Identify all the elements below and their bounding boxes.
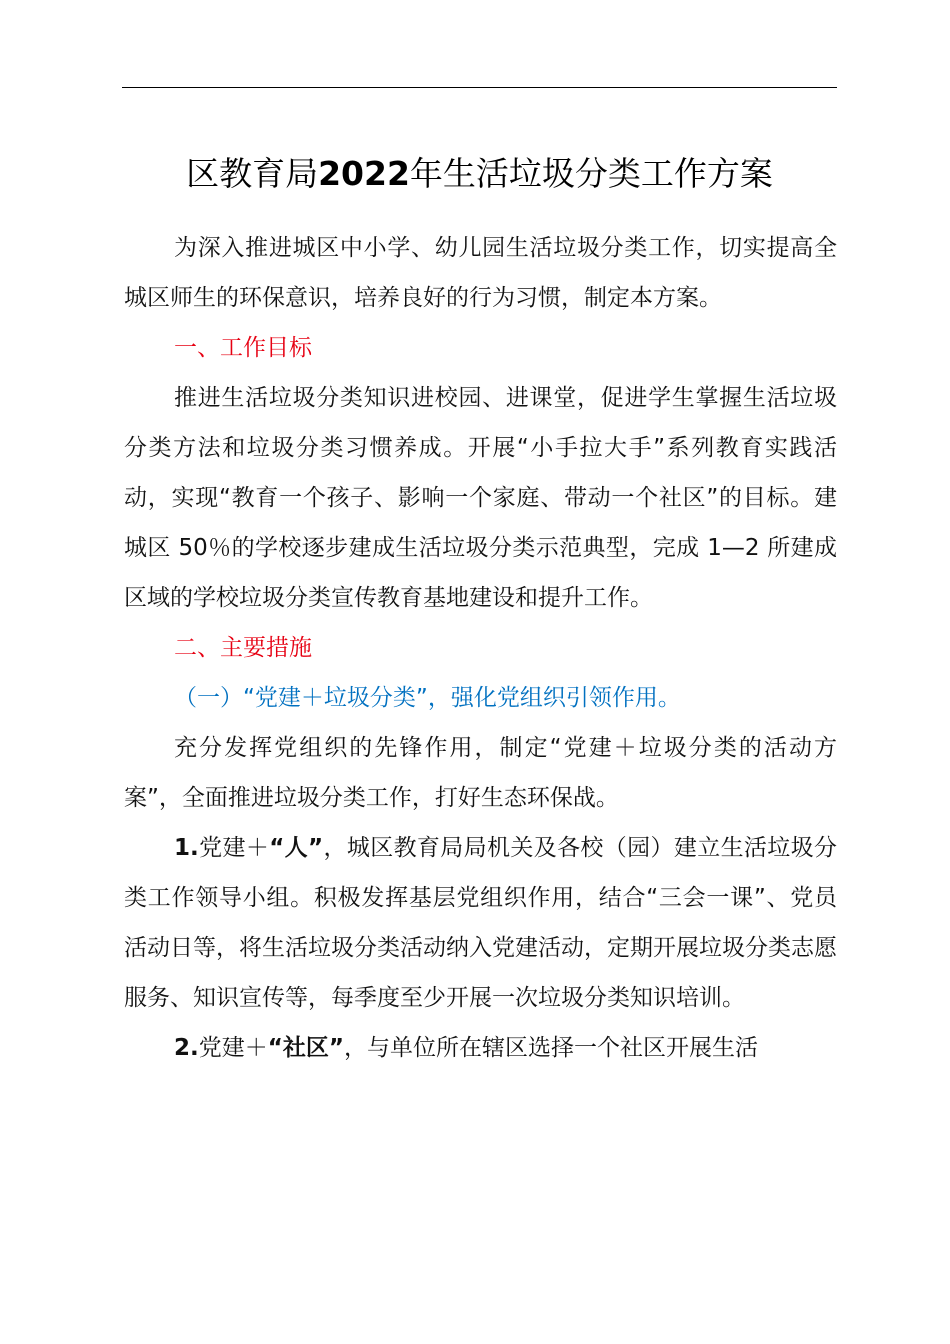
item-1-text: ，城区教育局局机关及各校（园）建立生活垃圾分类工作领导小组。积极发挥基层党组织作用，结合“三会一课”、党员活动日等，将生活垃圾分类活动纳入党建活动，定期开展垃圾分类志愿服务、知识宣传等，每季度至少开展一次垃圾分类知识培训。 — [124, 835, 838, 1011]
item-1-keyword: “人” — [269, 835, 324, 861]
subsection-heading-party-building: （一）“党建＋垃圾分类”，强化党组织引领作用。 — [174, 685, 681, 711]
goals-paragraph: 推进生活垃圾分类知识进校园、进课堂，促进学生掌握生活垃圾分类方法和垃圾分类习惯养成。开展“小手拉大手”系列教育实践活动，实现“教育一个孩子、影响一个家庭、带动一个社区”的目标。建城区 50％的学校逐步建成生活垃圾分类示范典型，完成 1—2 所建成区域的学校垃圾分类宣传教育基地建设和提升工作。 — [124, 385, 837, 611]
party-building-paragraph: 充分发挥党组织的先锋作用，制定“党建＋垃圾分类的活动方案”，全面推进垃圾分类工作，打好生态环保战。 — [124, 735, 837, 811]
item-2-paragraph — [124, 1023, 837, 1073]
item-1-prefix: 党建＋ — [198, 835, 270, 861]
title-prefix: 区教育局 — [186, 154, 319, 193]
item-2-text: ，与单位所在辖区选择一个社区开展生活 — [343, 1035, 758, 1061]
item-2-number: 2. — [174, 1035, 199, 1061]
header-rule — [122, 87, 837, 88]
item-2-keyword: “社区” — [267, 1035, 344, 1061]
intro-paragraph: 为深入推进城区中小学、幼儿园生活垃圾分类工作，切实提高全城区师生的环保意识，培养良好的行为习惯，制定本方案。 — [124, 235, 837, 311]
section-heading-measures: 二、主要措施 — [174, 635, 312, 661]
section-heading-goals: 一、工作目标 — [174, 335, 312, 361]
document-body — [124, 223, 837, 1073]
item-1-number: 1. — [174, 835, 199, 861]
title-year: 2022 — [318, 154, 410, 193]
item-2-prefix: 党建＋ — [198, 1035, 268, 1061]
item-1-paragraph — [124, 823, 837, 1023]
title-suffix: 年生活垃圾分类工作方案 — [409, 154, 773, 193]
document-title — [122, 148, 837, 200]
